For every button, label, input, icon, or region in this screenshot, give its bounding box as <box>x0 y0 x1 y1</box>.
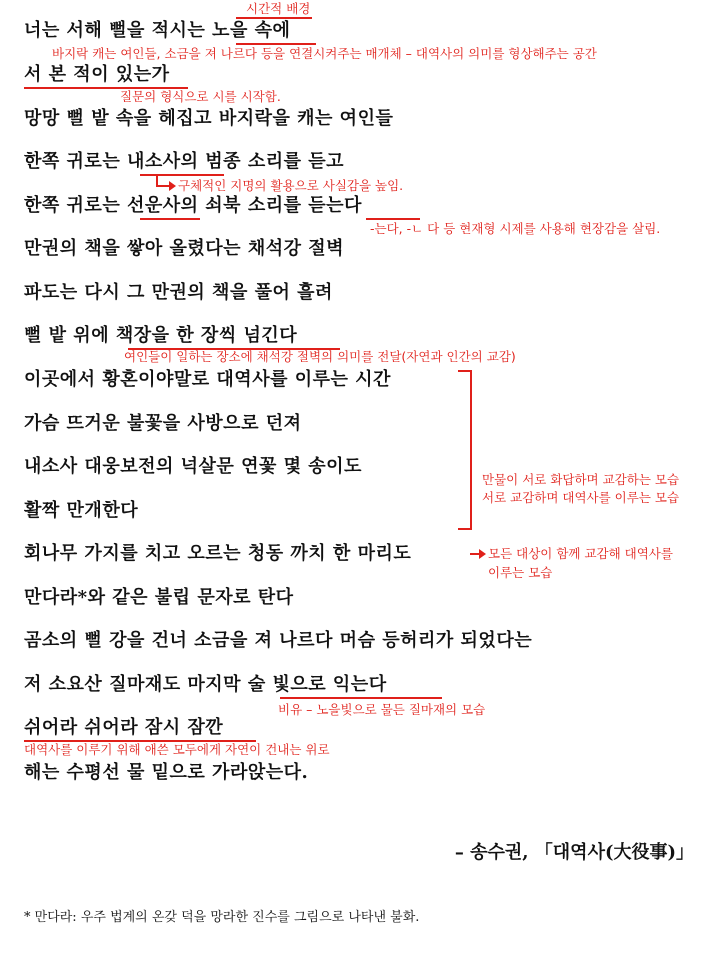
poem-line-8: 뻘 밭 위에 책장을 한 장씩 넘긴다 <box>24 325 298 346</box>
underline-noeul-sok <box>236 43 316 45</box>
poem-line-5: 한쪽 귀로는 선운사의 쇠북 소리를 듣는다 <box>24 195 362 216</box>
annotation-place-names: 구체적인 지명의 활용으로 사실감을 높임. <box>178 178 404 193</box>
annotation-metaphor: 비유 – 노을빛으로 물든 질마재의 모습 <box>278 702 486 717</box>
underline-deunneunda <box>366 218 420 220</box>
annotation-bracket-note-1: 만물이 서로 화답하며 교감하는 모습 <box>482 472 680 487</box>
underline-noeul <box>236 17 312 19</box>
annotation-present-tense: -는다, -ㄴ 다 등 현재형 시제를 사용해 현장감을 살림. <box>370 221 661 236</box>
annotation-bracket-note-2: 서로 교감하며 대역사를 이루는 모습 <box>482 490 680 505</box>
underline-seonunsa <box>140 218 200 220</box>
poem-line-10: 가슴 뜨거운 불꽃을 사방으로 던져 <box>24 413 302 434</box>
underline-naesosa <box>140 174 224 176</box>
poem-line-3: 망망 뻘 밭 속을 헤집고 바지락을 캐는 여인들 <box>24 108 394 129</box>
poem-line-11: 내소사 대웅보전의 넉살문 연꽃 몇 송이도 <box>24 456 362 477</box>
poem-line-16: 저 소요산 질마재도 마지막 술 빛으로 익는다 <box>24 674 387 695</box>
poem-line-7: 파도는 다시 그 만권의 책을 풀어 흘려 <box>24 282 333 303</box>
annotation-all-objects-1: 모든 대상이 함께 교감해 대역사를 <box>488 546 673 561</box>
annotation-time-setting: 시간적 배경 <box>246 1 311 16</box>
poem-line-18: 해는 수평선 물 밑으로 가라앉는다. <box>24 762 309 783</box>
poem-line-2: 서 본 적이 있는가 <box>24 64 170 85</box>
arrow-place-names <box>156 185 170 187</box>
annotation-question-form: 질문의 형식으로 시를 시작함. <box>120 89 281 104</box>
poem-line-4: 한쪽 귀로는 내소사의 범종 소리를 듣고 <box>24 151 345 172</box>
poem-line-6: 만권의 책을 쌓아 올렸다는 채석강 절벽 <box>24 238 345 259</box>
underline-sul-bit <box>280 697 442 699</box>
citation: – 송수권, 「대역사(大役事)」 <box>454 842 694 863</box>
poem-line-14: 만다라*와 같은 불립 문자로 탄다 <box>24 587 294 608</box>
annotation-all-objects-2: 이루는 모습 <box>488 565 553 580</box>
poem-line-17: 쉬어라 쉬어라 잠시 잠깐 <box>24 717 224 738</box>
annotation-cliff-meaning: 여인들이 일하는 장소에 채석강 절벽의 의미를 전달(자연과 인간의 교감) <box>124 349 516 364</box>
arrow-all-objects <box>470 553 480 555</box>
annotation-comfort: 대역사를 이루기 위해 애쓴 모두에게 자연이 건내는 위로 <box>24 742 330 757</box>
poem-line-12: 활짝 만개한다 <box>24 500 139 521</box>
poem-line-9: 이곳에서 황혼이야말로 대역사를 이루는 시간 <box>24 369 391 390</box>
poem-line-15: 곰소의 뻘 강을 건너 소금을 져 나르다 머슴 등허리가 되었다는 <box>24 630 533 651</box>
poem-line-13: 회나무 가지를 치고 오르는 청동 까치 한 마리도 <box>24 543 412 564</box>
poem-line-1: 너는 서해 뻘을 적시는 노을 속에 <box>24 20 291 41</box>
bracket-harmony <box>458 370 472 530</box>
annotation-space-role: 바지락 캐는 여인들, 소금을 져 나르다 등을 연결시켜주는 매개체 – 대역사의 의미를 형상해주는 공간 <box>52 46 597 61</box>
footnote: * 만다라: 우주 법계의 온갖 덕을 망라한 진수를 그림으로 나타낸 불화. <box>24 910 420 925</box>
